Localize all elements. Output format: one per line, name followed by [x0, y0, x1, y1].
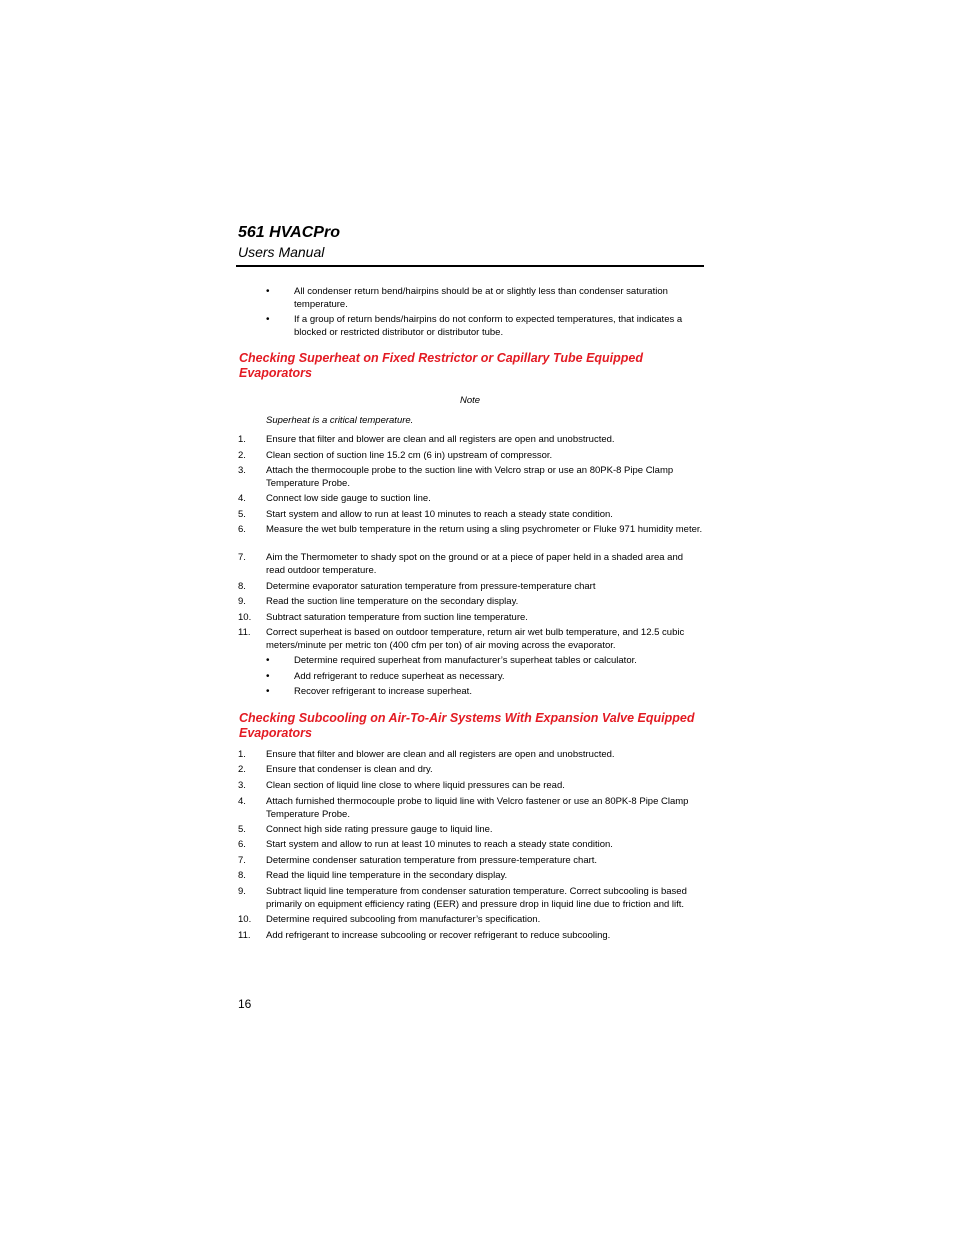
bullet-marker: • — [266, 671, 270, 682]
intro-bullet-text: If a group of return bends/hairpins do not conform to expected temperatures, that indicates a blocked or restricted distributor or distributor tube. — [294, 314, 683, 338]
step-text: Ensure that condenser is clean and dry. — [266, 764, 433, 775]
intro-bullet-text: All condenser return bend/hairpins should be at or slightly less than condenser saturation temperature. — [294, 286, 668, 310]
step-text: Aim the Thermometer to shady spot on the ground or at a piece of paper held in a shaded area and read outdoor temperature. — [266, 552, 684, 576]
step-number: 9. — [238, 886, 246, 897]
step-number: 9. — [238, 596, 246, 607]
step-text: Start system and allow to run at least 10 minutes to reach a steady state condition. — [266, 509, 613, 520]
step-text: Ensure that filter and blower are clean and all registers are open and unobstructed. — [266, 749, 615, 760]
header-subtitle: Users Manual — [238, 244, 325, 260]
step-number: 1. — [238, 434, 246, 445]
bullet-marker: • — [266, 686, 270, 697]
sub-bullet-text: Add refrigerant to reduce superheat as necessary. — [294, 671, 505, 682]
step-text: Attach furnished thermocouple probe to liquid line with Velcro fastener or use an 80PK-8 Pipe Clamp Temperature Probe. — [266, 796, 689, 820]
step-number: 10. — [238, 914, 252, 925]
step-text: Determine condenser saturation temperature from pressure-temperature chart. — [266, 855, 598, 866]
step-text: Ensure that filter and blower are clean and all registers are open and unobstructed. — [266, 434, 615, 445]
sub-bullet-text: Recover refrigerant to increase superheat. — [294, 686, 472, 697]
step-number: 2. — [238, 450, 246, 461]
step-text: Measure the wet bulb temperature in the return using a sling psychrometer or Fluke 971 humidity meter. — [266, 524, 703, 535]
section-heading: Checking Superheat on Fixed Restrictor or Capillary Tube Equipped Evaporators — [239, 351, 644, 380]
bullet-marker: • — [266, 286, 270, 297]
step-number: 6. — [238, 524, 246, 535]
step-number: 11. — [238, 627, 251, 638]
step-number: 2. — [238, 764, 246, 775]
bullet-marker: • — [266, 655, 270, 666]
bullet-marker: • — [266, 314, 270, 325]
step-number: 8. — [238, 870, 246, 881]
step-text: Determine required subcooling from manufacturer’s specification. — [266, 914, 541, 925]
step-text: Connect high side rating pressure gauge to liquid line. — [266, 824, 493, 835]
page-number: 16 — [238, 997, 252, 1011]
step-number: 3. — [238, 465, 246, 476]
step-number: 11. — [238, 930, 251, 941]
step-text: Subtract saturation temperature from suction line temperature. — [266, 612, 528, 623]
step-number: 10. — [238, 612, 252, 623]
header-title: 561 HVACPro — [238, 224, 340, 241]
step-text: Read the suction line temperature on the secondary display. — [266, 596, 519, 607]
step-number: 4. — [238, 796, 246, 807]
step-number: 5. — [238, 509, 246, 520]
step-number: 5. — [238, 824, 246, 835]
step-number: 3. — [238, 780, 246, 791]
step-number: 7. — [238, 552, 246, 563]
step-text: Determine evaporator saturation temperature from pressure-temperature chart — [266, 581, 596, 592]
sub-bullet-text: Determine required superheat from manufacturer’s superheat tables or calculator. — [294, 655, 637, 666]
step-text: Subtract liquid line temperature from condenser saturation temperature. Correct subcooling is based primarily on equipment efficiency rating (EER) and pressure drop in liquid line due to friction and lift. — [266, 886, 687, 910]
step-text: Read the liquid line temperature in the secondary display. — [266, 870, 508, 881]
step-text: Connect low side gauge to suction line. — [266, 493, 431, 504]
step-number: 4. — [238, 493, 246, 504]
step-text: Start system and allow to run at least 10 minutes to reach a steady state condition. — [266, 839, 613, 850]
step-text: Clean section of suction line 15.2 cm (6 in) upstream of compressor. — [266, 450, 553, 461]
step-number: 8. — [238, 581, 246, 592]
step-text: Correct superheat is based on outdoor temperature, return air wet bulb temperature, and 12.5 cubic meters/minute per metric ton (400 cfm per ton) of air moving across the evaporator. — [266, 627, 685, 651]
step-number: 7. — [238, 855, 246, 866]
header-rule — [236, 265, 704, 267]
note-text: Superheat is a critical temperature. — [266, 415, 414, 426]
step-text: Attach the thermocouple probe to the suction line with Velcro strap or use an 80PK-8 Pipe Clamp Temperature Probe. — [266, 465, 674, 489]
step-text: Clean section of liquid line close to where liquid pressures can be read. — [266, 780, 565, 791]
section-heading: Checking Subcooling on Air-To-Air Systems With Expansion Valve Equipped Evaporators — [239, 711, 695, 740]
step-text: Add refrigerant to increase subcooling or recover refrigerant to reduce subcooling. — [266, 930, 611, 941]
step-number: 6. — [238, 839, 246, 850]
note-label: Note — [460, 395, 481, 406]
step-number: 1. — [238, 749, 246, 760]
